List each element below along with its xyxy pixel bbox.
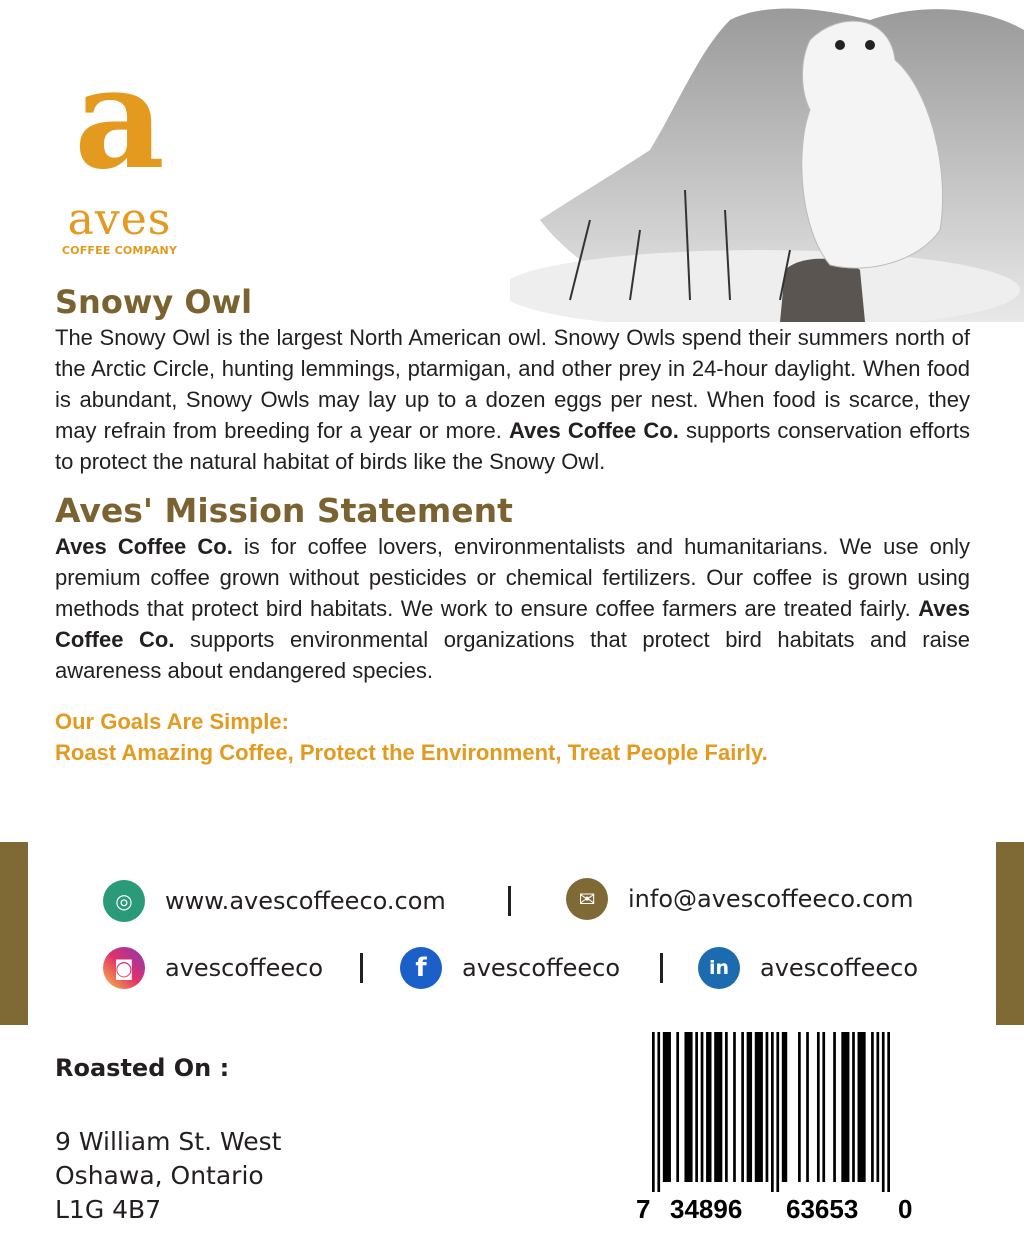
barcode-bar <box>676 1032 679 1182</box>
barcode-bar <box>887 1032 890 1192</box>
barcode <box>630 1032 920 1242</box>
barcode-digit-first: 7 <box>636 1194 651 1224</box>
barcode-bar <box>852 1032 855 1182</box>
barcode-bar <box>684 1032 692 1182</box>
email-link[interactable] <box>566 878 913 920</box>
barcode-bar <box>882 1032 885 1192</box>
barcode-bar <box>663 1032 671 1182</box>
barcode-bar <box>725 1032 728 1182</box>
barcode-bar <box>714 1032 722 1182</box>
barcode-bar <box>833 1032 836 1182</box>
barcode-bar <box>871 1032 874 1182</box>
side-bar-right <box>996 842 1024 1025</box>
linkedin-link[interactable] <box>698 947 918 989</box>
email-text: info@avescoffeeco.com <box>628 885 914 913</box>
barcode-bar <box>817 1032 820 1182</box>
barcode-bar <box>741 1032 744 1182</box>
mail-icon: ✉ <box>566 878 608 920</box>
bird-text: The Snowy Owl is the largest North American owl. Snowy Owls spend their summers north of the Arctic Circle, hunting lemmings, ptarmigan, and other prey in 24-hour daylight. When food is abundant, Snowy Owls may lay up to a dozen eggs per nest. When food is scarce, they may refrain from breeding for a year or more. <box>55 325 970 443</box>
facebook-text: avescoffeeco <box>462 954 621 982</box>
linkedin-icon: in <box>698 947 740 989</box>
facebook-icon: f <box>400 947 442 989</box>
mission-description <box>55 531 970 686</box>
roasted-on-label: Roasted On : <box>55 1054 230 1082</box>
barcode-bar <box>876 1032 879 1182</box>
barcode-bar <box>652 1032 655 1192</box>
snowy-owl-illustration <box>510 0 1024 322</box>
mission-title: Aves' Mission Statement <box>55 491 513 530</box>
barcode-bar <box>747 1032 752 1182</box>
brand-name: Aves Coffee Co. <box>508 418 679 443</box>
barcode-digit-last: 0 <box>898 1194 913 1224</box>
goals <box>55 706 970 768</box>
brand-name: Aves Coffee Co. <box>55 596 970 652</box>
barcode-bar <box>701 1032 704 1182</box>
barcode-bar <box>858 1032 866 1182</box>
linkedin-text: avescoffeeco <box>760 954 919 982</box>
barcode-bar <box>771 1032 774 1192</box>
barcode-digits-left: 34896 <box>670 1194 743 1224</box>
logo-tagline: COFFEE COMPANY <box>61 244 178 257</box>
bird-text: supports conservation efforts to protect the natural habitat of birds like the Snowy Owl. <box>55 418 971 474</box>
bird-description <box>55 322 970 477</box>
goals-list: Roast Amazing Coffee, Protect the Environment, Treat People Fairly. <box>55 740 768 765</box>
brand-name: Aves Coffee Co. <box>55 534 233 559</box>
barcode-bar <box>766 1032 769 1182</box>
divider <box>360 953 363 983</box>
instagram-text: avescoffeeco <box>165 954 324 982</box>
barcode-bar <box>706 1032 711 1182</box>
website-text: www.avescoffeeco.com <box>165 887 446 915</box>
text-column <box>55 282 970 768</box>
barcode-bar <box>755 1032 763 1182</box>
mission-text: supports environmental organizations that protect bird habitats and raise awareness about endangered species. <box>55 627 970 683</box>
address-line: 9 William St. West <box>55 1127 282 1156</box>
barcode-bar <box>733 1032 736 1182</box>
website-link[interactable] <box>103 880 446 922</box>
bird-title: Snowy Owl <box>55 283 253 321</box>
barcode-bar <box>806 1032 809 1182</box>
barcode-bar <box>822 1032 825 1182</box>
logo <box>52 37 187 258</box>
address-line: L1G 4B7 <box>55 1195 162 1224</box>
side-bar-left <box>0 842 28 1025</box>
barcode-bar <box>798 1032 801 1182</box>
address-line: Oshawa, Ontario <box>55 1161 264 1190</box>
instagram-icon: ◙ <box>103 947 145 989</box>
logo-word: aves <box>67 194 172 245</box>
mission-text: is for coffee lovers, environmentalists and humanitarians. We use only premium coffee grown without pesticides or chemical fertilizers. Our coffee is grown using methods that protect bird habitats. We work to ensure coffee farmers are treated fairly. <box>55 534 971 621</box>
globe-icon: ◎ <box>103 880 145 922</box>
divider <box>508 886 511 916</box>
facebook-link[interactable] <box>400 947 620 989</box>
barcode-bar <box>782 1032 787 1182</box>
divider <box>660 953 663 983</box>
goals-heading: Our Goals Are Simple: <box>55 709 289 734</box>
barcode-digits-right: 63653 <box>786 1194 859 1224</box>
barcode-bar <box>657 1032 660 1192</box>
barcode-bar <box>841 1032 849 1182</box>
instagram-link[interactable] <box>103 947 323 989</box>
barcode-bar <box>776 1032 779 1192</box>
address <box>55 1125 281 1227</box>
barcode-bar <box>695 1032 698 1182</box>
logo-letter: a <box>74 37 165 201</box>
